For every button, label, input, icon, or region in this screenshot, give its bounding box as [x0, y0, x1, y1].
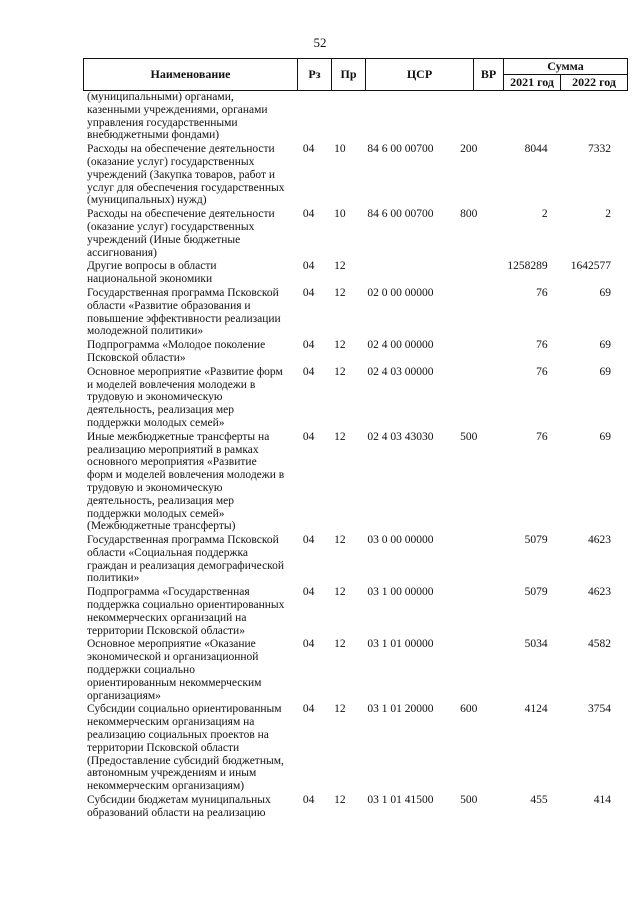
row-name: Расходы на обеспечение деятельности (оказание услуг) государственных учреждений (Закупка товаров, работ и услуг для обеспечения государственных (муниципальных) нужд) — [87, 143, 285, 207]
row-pr: 12 — [334, 534, 346, 547]
row-pr: 12 — [334, 260, 346, 273]
row-sum-2021: 1258289 — [507, 260, 548, 273]
row-rz: 04 — [302, 208, 315, 221]
row-sum-2022 — [548, 91, 611, 142]
row-vr: 600 — [460, 703, 478, 716]
table-row — [87, 703, 611, 793]
row-sum-2022: 4582 — [588, 638, 612, 651]
row-sum-2021: 76 — [536, 430, 548, 443]
row-pr: 10 — [334, 143, 346, 156]
row-name: Иные межбюджетные трансферты на реализацию мероприятий в рамках основного мероприятия «Развитие форм и моделей вовлечения молодежи в трудовую и экономическую деятельность, реализация мер поддержки молодых семей» (Межбюджетные трансферты) — [87, 430, 285, 533]
row-pr: 12 — [334, 586, 346, 599]
table-row — [87, 794, 611, 820]
budget-table-body — [87, 91, 611, 820]
row-rz: 04 — [302, 286, 315, 299]
row-vr — [451, 287, 486, 338]
row-csr: 02 4 03 43030 — [367, 430, 434, 443]
row-sum-2022: 414 — [593, 794, 612, 807]
row-csr: 03 1 01 00000 — [367, 638, 434, 651]
header-rz: Рз — [298, 59, 332, 91]
row-vr: 800 — [460, 208, 478, 221]
table-row — [87, 431, 611, 533]
row-rz: 04 — [302, 794, 315, 807]
table-row — [87, 260, 611, 286]
row-sum-2021: 8044 — [524, 143, 548, 156]
row-vr: 200 — [460, 143, 478, 156]
row-csr: 03 1 00 00000 — [367, 586, 434, 599]
table-row — [87, 534, 611, 585]
row-csr: 03 1 01 20000 — [367, 703, 434, 716]
header-2022: 2022 год — [561, 75, 628, 91]
row-pr: 12 — [334, 638, 346, 651]
row-pr — [330, 91, 349, 142]
row-name: Государственная программа Псковской области «Развитие образования и повышение эффективности реализации молодежной политики» — [87, 286, 281, 338]
row-vr — [451, 366, 486, 430]
row-name: (муниципальными) органами, казенными учреждениями, органами управления государственными внебюджетными фондами) — [87, 91, 268, 142]
row-sum-2022: 69 — [599, 339, 612, 352]
row-csr: 84 6 00 00700 — [367, 143, 434, 156]
table-row — [87, 208, 611, 259]
row-pr: 12 — [334, 365, 346, 378]
table-row — [87, 287, 611, 338]
row-sum-2021: 2 — [541, 208, 548, 221]
row-sum-2022: 4623 — [588, 586, 612, 599]
row-sum-2022: 69 — [599, 365, 612, 378]
row-rz: 04 — [302, 534, 315, 547]
row-pr: 12 — [334, 430, 346, 443]
table-row — [87, 586, 611, 637]
page-number: 52 — [313, 35, 327, 50]
row-rz: 04 — [302, 586, 315, 599]
row-sum-2022: 1642577 — [570, 260, 612, 273]
row-vr — [451, 638, 486, 702]
row-sum-2022: 69 — [599, 430, 612, 443]
row-csr: 03 0 00 00000 — [367, 534, 434, 547]
header-vr: ВР — [474, 59, 504, 91]
row-vr — [451, 586, 486, 637]
table-header — [83, 58, 628, 91]
row-csr — [350, 260, 452, 286]
table-row — [87, 143, 611, 207]
header-2021: 2021 год — [504, 75, 561, 91]
row-sum-2021: 5079 — [524, 534, 548, 547]
row-name: Основное мероприятие «Оказание экономической и организационной поддержки социально ориентированным некоммерческим организациям» — [87, 638, 262, 702]
header-pr: Пр — [332, 59, 366, 91]
table-row — [87, 366, 611, 430]
row-sum-2022: 69 — [599, 286, 612, 299]
row-sum-2022: 3754 — [588, 703, 612, 716]
header-csr: ЦСР — [366, 59, 474, 91]
row-sum-2021: 76 — [536, 365, 548, 378]
row-sum-2021 — [486, 91, 548, 142]
row-name: Расходы на обеспечение деятельности (оказание услуг) государственных учреждений (Иные бюджетные ассигнования) — [87, 208, 275, 259]
row-vr: 500 — [460, 794, 478, 807]
row-rz: 04 — [302, 143, 315, 156]
row-name: Другие вопросы в области национальной экономики — [87, 260, 217, 286]
table-row — [87, 91, 611, 142]
row-csr: 03 1 01 41500 — [367, 794, 434, 807]
row-sum-2022: 4623 — [588, 534, 612, 547]
row-name: Подпрограмма «Молодое поколение Псковской области» — [87, 339, 266, 364]
row-rz: 04 — [302, 260, 315, 273]
row-rz: 04 — [302, 430, 315, 443]
row-rz: 04 — [302, 339, 315, 352]
row-name: Подпрограмма «Государственная поддержка социально ориентированных некоммерческих организаций на территории Псковской области» — [87, 586, 285, 637]
row-pr: 12 — [334, 794, 346, 807]
row-vr: 500 — [460, 430, 478, 443]
header-sum: Сумма — [504, 59, 628, 75]
row-sum-2022: 7332 — [588, 143, 612, 156]
row-name: Основное мероприятие «Развитие форм и моделей вовлечения молодежи в трудовую и экономическую деятельность, реализация мер поддержки молодых семей» — [87, 365, 283, 429]
row-csr — [350, 91, 452, 142]
row-sum-2021: 76 — [536, 286, 548, 299]
row-vr — [451, 260, 486, 286]
row-sum-2021: 5034 — [524, 638, 548, 651]
row-sum-2021: 5079 — [524, 586, 548, 599]
row-rz: 04 — [302, 638, 315, 651]
row-csr: 02 4 00 00000 — [367, 339, 434, 352]
row-sum-2021: 455 — [530, 794, 548, 807]
row-rz — [287, 91, 330, 142]
row-pr: 10 — [334, 208, 346, 221]
row-vr — [451, 339, 486, 365]
row-pr: 12 — [334, 703, 346, 716]
row-rz: 04 — [302, 365, 315, 378]
row-csr: 02 4 03 00000 — [367, 365, 434, 378]
row-csr: 02 0 00 00000 — [367, 286, 434, 299]
row-pr: 12 — [334, 339, 346, 352]
row-pr: 12 — [334, 286, 346, 299]
row-vr — [451, 534, 486, 585]
header-name: Наименование — [84, 59, 298, 91]
row-sum-2021: 76 — [536, 339, 548, 352]
row-csr: 84 6 00 00700 — [367, 208, 434, 221]
table-row — [87, 638, 611, 702]
row-sum-2021: 4124 — [524, 703, 548, 716]
row-name: Субсидии социально ориентированным некоммерческим организациям на реализацию социальных проектов на территории Псковской области (Предоставление субсидий бюджетным, автономным учреждениям и иным некоммерческим организациям) — [87, 703, 284, 793]
row-vr — [451, 91, 486, 142]
row-name: Субсидии бюджетам муниципальных образований области на реализацию — [87, 794, 271, 819]
row-sum-2022: 2 — [605, 208, 612, 221]
table-row — [87, 339, 611, 365]
row-name: Государственная программа Псковской области «Социальная поддержка граждан и реализация демографической политики» — [87, 534, 285, 585]
row-rz: 04 — [302, 703, 315, 716]
